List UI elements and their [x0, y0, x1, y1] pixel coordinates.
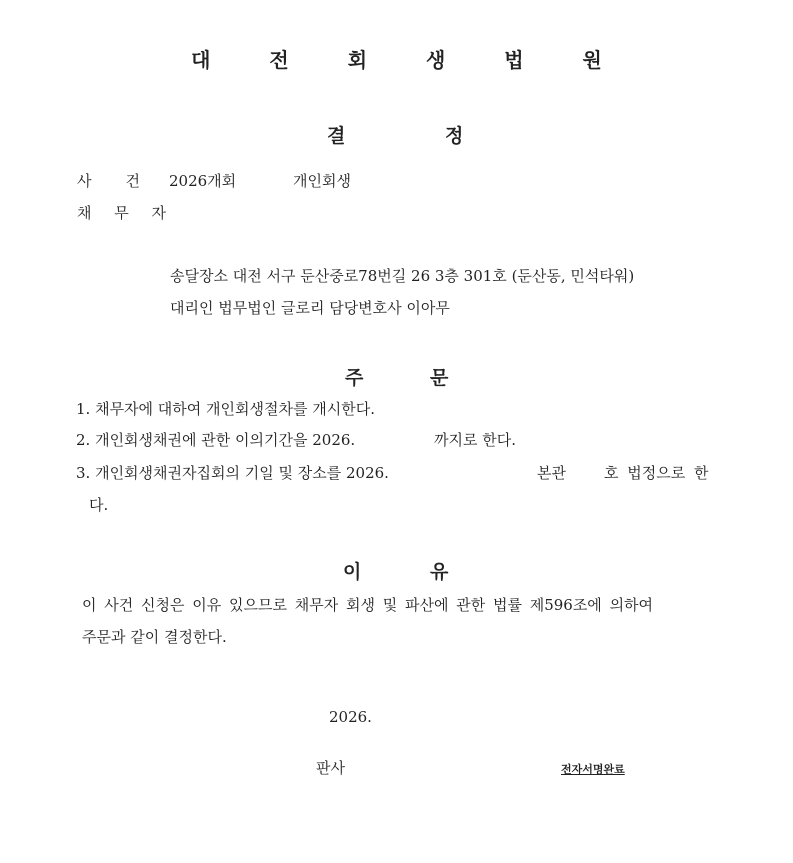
order-item-2-tail: 까지로 한다.: [434, 431, 516, 449]
debtor-address: 송달장소 대전 서구 둔산중로78번길 26 3층 301호 (둔산동, 민석타워): [170, 267, 635, 285]
case-name: 개인회생: [293, 172, 351, 190]
order-item-3-building: 본관: [537, 464, 566, 482]
order-title-left: 주: [345, 367, 364, 389]
decision-title-left: 결: [327, 125, 346, 147]
order-item-2: 2. 개인회생채권에 관한 이의기간을 2026.: [76, 431, 356, 449]
reason-title-right: 유: [430, 561, 449, 583]
decision-date: 2026.: [329, 708, 372, 726]
case-number: 2026개회: [169, 172, 237, 190]
order-title-right: 문: [430, 367, 449, 389]
debtor-agent: 대리인 법무법인 글로리 담당변호사 이아무: [170, 299, 450, 317]
debtor-label: 채 무 자: [77, 204, 176, 222]
decision-title-right: 정: [445, 125, 464, 147]
reason-line-1: 이 사건 신청은 이유 있으므로 채무자 회생 및 파산에 관한 법률 제596조에 의하여: [82, 596, 654, 614]
case-label: 사 건: [77, 172, 140, 190]
reason-title-left: 이: [343, 561, 362, 583]
order-item-3: 3. 개인회생채권자집회의 기일 및 장소를 2026.: [76, 464, 389, 482]
reason-line-2: 주문과 같이 결정한다.: [82, 628, 227, 646]
order-item-3-end: 다.: [89, 496, 109, 514]
order-item-1: 1. 채무자에 대하여 개인회생절차를 개시한다.: [76, 400, 375, 418]
judge-label: 판사: [316, 759, 345, 777]
court-name: 대 전 회 생 법 원: [191, 48, 628, 72]
order-item-3-tail: 호 법정으로 한: [604, 464, 709, 482]
electronic-signature-stamp: 전자서명완료: [561, 763, 625, 776]
